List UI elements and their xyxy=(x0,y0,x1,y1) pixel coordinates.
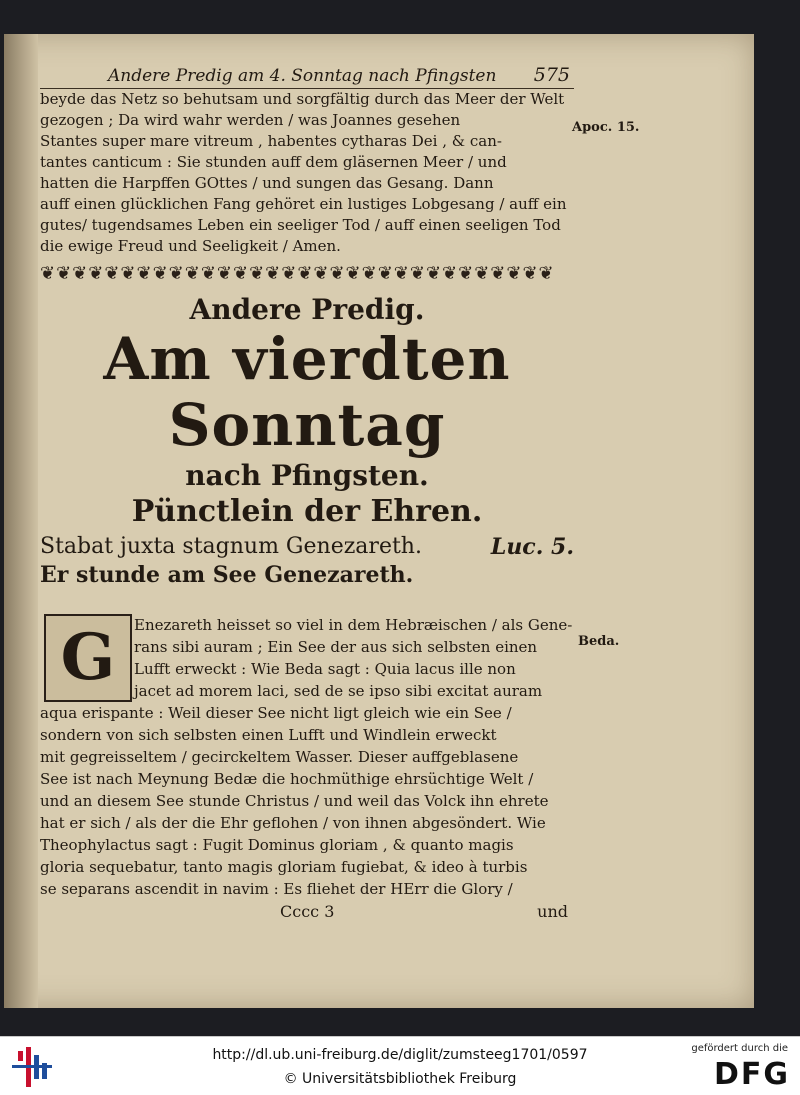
sermon-subtitle: nach Pfingsten. xyxy=(185,459,429,492)
text-line: hat er sich / als der die Ehr geflohen / von ihnen abgesöndert. Wie xyxy=(40,814,546,832)
text-line: beyde das Netz so behutsam und sorgfältig durch das Meer der Welt xyxy=(40,90,565,108)
text-line: jacet ad morem laci, sed de se ipso sibi excitat auram xyxy=(134,682,543,700)
signature-mark: Cccc 3 xyxy=(280,902,335,921)
sermon-title: Am vierdten Sonntag xyxy=(103,325,511,459)
copyright-notice: © Universitätsbibliothek Freiburg xyxy=(283,1071,517,1087)
text-line: gezogen ; Da wird wahr werden / was Joannes gesehen xyxy=(40,111,461,129)
book-page xyxy=(4,34,754,1008)
text-line: auff einen glücklichen Fang gehöret ein lustiges Lobgesang / auff ein xyxy=(40,195,567,213)
text-line: Stantes super mare vitreum , habentes cytharas Dei , & can- xyxy=(40,132,502,150)
text-line: Enezareth heisset so viel in dem Hebræischen / als Gene- xyxy=(134,616,573,634)
text-line: sondern von sich selbsten einen Lufft und Windlein erweckt xyxy=(40,726,497,744)
text-line: gutes/ tugendsames Leben ein seeliger Tod / auff einen seeligen Tod xyxy=(40,216,561,234)
page-number: 575 xyxy=(533,64,570,86)
text-line: und an diesem See stunde Christus / und weil das Volck ihn ehrete xyxy=(40,792,549,810)
verse-reference: Luc. 5. xyxy=(490,534,574,560)
top-paragraph xyxy=(40,89,574,257)
dfg-logo-icon[interactable]: DFG xyxy=(713,1057,790,1092)
sermon-theme: Pünctlein der Ehren. xyxy=(131,494,483,529)
text-line: tantes canticum : Sie stunden auff dem gläsernen Meer / und xyxy=(40,153,507,171)
verse-latin: Stabat juxta stagnum Genezareth. xyxy=(40,534,422,559)
text-line: hatten die Harpffen GOttes / und sungen das Gesang. Dann xyxy=(40,174,494,192)
main-paragraph xyxy=(40,614,574,900)
text-line: Lufft erweckt : Wie Beda sagt : Quia lacus ille non xyxy=(134,660,516,678)
funding-note: gefördert durch die xyxy=(691,1043,788,1054)
verse-german: Er stunde am See Genezareth. xyxy=(40,562,414,588)
text-line: die ewige Freud und Seeligkeit / Amen. xyxy=(40,237,341,255)
text-line: mit gegreisseltem / gecirckeltem Wasser. Dieser auffgeblasene xyxy=(40,748,519,766)
page-gutter xyxy=(4,34,38,1008)
text-line: se separans ascendit in navim : Es fliehet der HErr die Glory / xyxy=(40,880,513,898)
margin-note-beda: Beda. xyxy=(578,634,620,649)
decorated-initial: G xyxy=(44,614,132,702)
running-head-title: Andere Predig am 4. Sonntag nach Pfingsten xyxy=(108,66,497,86)
text-line: See ist nach Meynung Bedæ die hochmüthige ehrsüchtige Welt / xyxy=(40,770,534,788)
sermon-heading: Andere Predig. xyxy=(189,293,425,326)
text-line: Theophylactus sagt : Fugit Dominus gloriam , & quanto magis xyxy=(40,836,514,854)
catchword: und xyxy=(537,902,568,921)
viewer-footer-bar xyxy=(0,1036,800,1095)
permalink-url[interactable]: http://dl.ub.uni-freiburg.de/diglit/zumsteeg1701/0597 xyxy=(212,1047,588,1063)
page-footer xyxy=(40,902,574,921)
verse-latin-row xyxy=(40,534,574,560)
text-line: rans sibi auram ; Ein See der aus sich selbsten einen xyxy=(134,638,538,656)
margin-note-apoc: Apoc. 15. xyxy=(572,120,640,135)
text-block xyxy=(40,64,574,921)
text-line: gloria sequebatur, tanto magis gloriam fugiebat, & ideo à turbis xyxy=(40,858,528,876)
text-line: aqua erispante : Weil dieser See nicht ligt gleich wie ein See / xyxy=(40,704,512,722)
running-head xyxy=(40,64,574,89)
ornament-band: ❦❦❦❦❦❦❦❦❦❦❦❦❦❦❦❦❦❦❦❦❦❦❦❦❦❦❦❦❦❦❦❦ xyxy=(40,263,555,284)
